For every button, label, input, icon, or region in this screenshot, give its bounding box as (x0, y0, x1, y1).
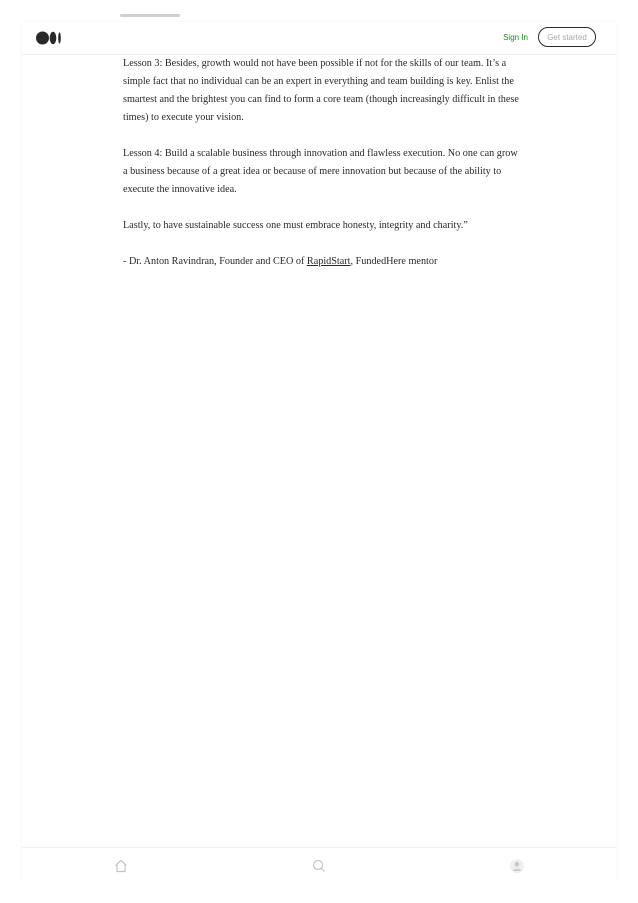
get-started-button[interactable]: Get started (538, 27, 596, 47)
article-body (123, 55, 523, 289)
lesson-4-paragraph: Lesson 4: Build a scalable business through innovation and flawless execution. No one can grow a business because of a great idea or because of mere innovation but because of the ability to execute the innovative idea. (123, 148, 518, 195)
home-icon[interactable] (113, 858, 129, 874)
clipped-previous-line (120, 8, 320, 18)
attribution-suffix: , FundedHere mentor (350, 256, 438, 267)
attribution-paragraph (123, 253, 523, 271)
rapidstart-link[interactable]: RapidStart (306, 256, 351, 267)
attribution-prefix: - Dr. Anton Ravindran, Founder and CEO of (123, 256, 307, 267)
lesson-3-paragraph: Lesson 3: Besides, growth would not have been possible if not for the skills of our team. It’s a simple fact that no individual can be an expert in everything and team building is key. Enlist the smartest and the brightest you can find to form a core team (though increasingly difficult in these times) to execute your vision. (123, 58, 519, 123)
bottom-navigation-bar (22, 847, 616, 884)
profile-icon[interactable] (509, 858, 525, 874)
lastly-paragraph: Lastly, to have sustainable success one must embrace honesty, integrity and charity.” (123, 220, 468, 231)
sign-in-link[interactable]: Sign In (503, 33, 528, 42)
top-header (22, 22, 616, 55)
search-icon[interactable] (311, 858, 327, 874)
medium-logo-icon[interactable] (36, 31, 62, 45)
